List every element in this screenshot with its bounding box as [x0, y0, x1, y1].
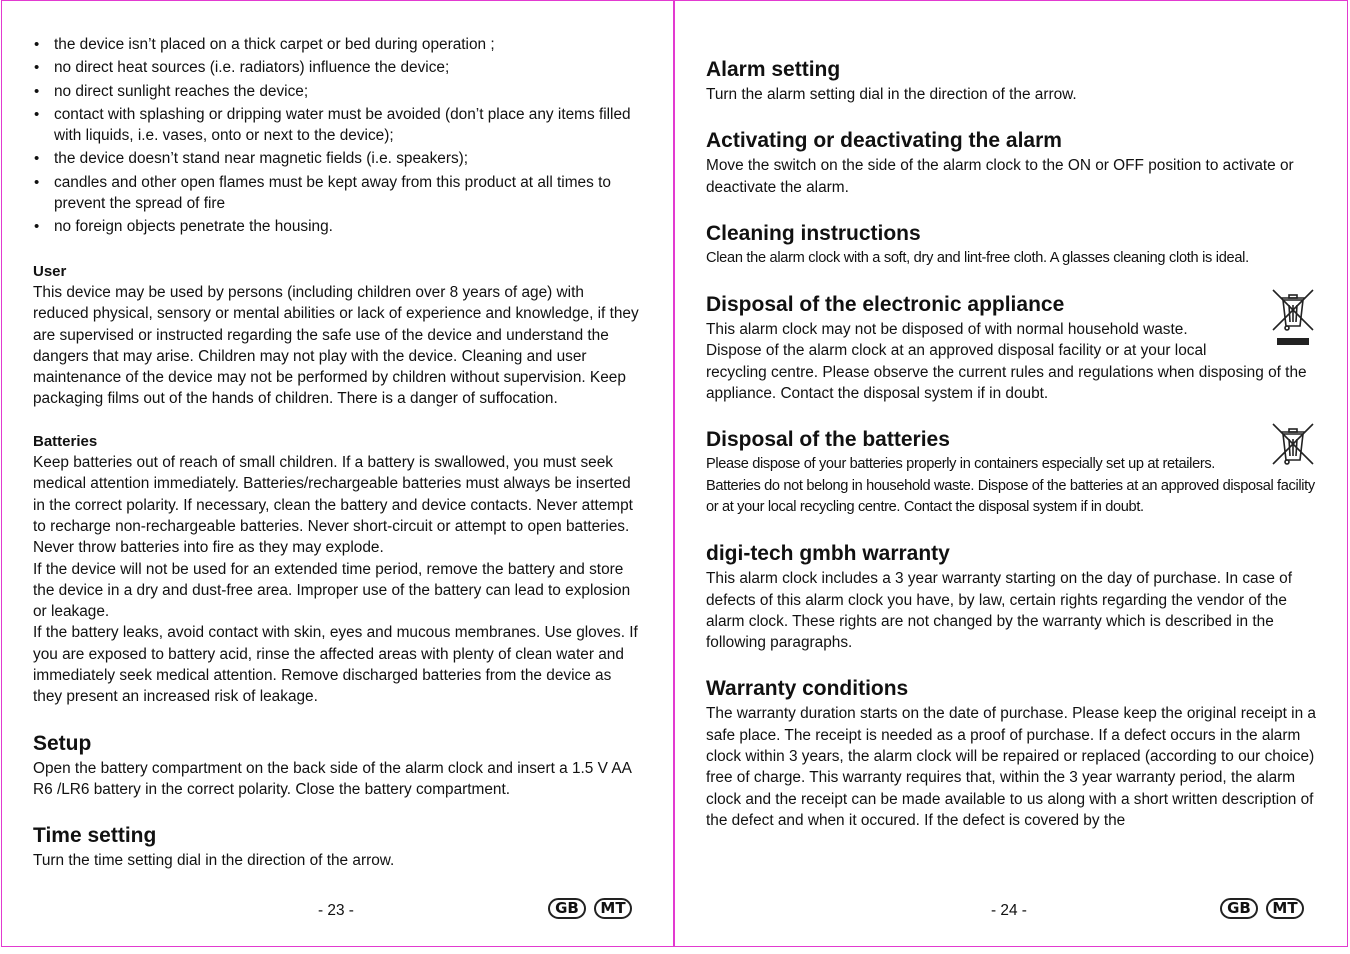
alarm-setting-paragraph: Turn the alarm setting dial in the direction of the arrow.	[706, 86, 1077, 103]
list-item: • the device isn’t placed on a thick carpet or bed during operation ;	[33, 34, 643, 55]
warranty-title: digi-tech gmbh warranty	[706, 542, 950, 566]
placement-bullet-list	[33, 34, 643, 238]
warranty-paragraph: This alarm clock includes a 3 year warranty starting on the day of purchase. In case of defects of this alarm clock you have, by law, certain rights regarding the vendor of the alarm clock. These rights are not changed by the warranty which is described in the following paragraphs.	[706, 570, 1292, 652]
list-item: • candles and other open flames must be kept away from this product at all times to prevent the spread of fire	[33, 172, 643, 215]
crossed-out-battery-bin-icon	[1271, 422, 1315, 466]
warranty-conditions-title: Warranty conditions	[706, 677, 909, 701]
disposal-appliance-line-2: Dispose of the alarm clock at an approved disposal facility or at your local recycling centre. Please observe the current rules and regulations when disposing of the appliance. Contact the disposal system if in doubt.	[706, 342, 1307, 403]
time-setting-title: Time setting	[33, 824, 157, 848]
disposal-appliance-section	[706, 291, 1317, 404]
time-setting-paragraph: Turn the time setting dial in the direction of the arrow.	[33, 852, 395, 870]
batteries-paragraph-3: If the battery leaks, avoid contact with skin, eyes and mucous membranes. Use gloves. If you are exposed to battery acid, rinse the affected areas with plenty of clean water and immediately seek medical attention. Remove discharged batteries from the device as they present an increased risk of leakage.	[33, 624, 638, 706]
activate-alarm-paragraph: Move the switch on the side of the alarm clock to the ON or OFF position to activate or deactivate the alarm.	[706, 157, 1294, 196]
list-item: • the device doesn’t stand near magnetic fields (i.e. speakers);	[33, 148, 643, 169]
list-item: • no direct heat sources (i.e. radiators) influence the device;	[33, 57, 643, 78]
user-heading: User	[33, 262, 67, 280]
disposal-batteries-title: Disposal of the batteries	[706, 428, 950, 452]
list-item: • no direct sunlight reaches the device;	[33, 81, 643, 102]
page-number: - 24 -	[991, 902, 1027, 919]
disposal-batteries-line-2: Batteries do not belong in household waste. Dispose of the batteries at an approved disposal facility or at your local recycling centre. Contact the disposal system if in doubt.	[706, 477, 1315, 515]
language-badges	[1220, 898, 1304, 919]
batteries-paragraph-1: Keep batteries out of reach of small children. If a battery is swallowed, you must seek medical attention immediately. Batteries/rechargeable batteries must always be inserted in the correct polarity. If necessary, clean the battery and device contacts. Never attempt to recharge non-rechargeable batteries. Never short-circuit or attempt to open batteries. Never throw batteries into fire as they may explode.	[33, 454, 633, 557]
language-badges	[548, 898, 632, 919]
page-24-content	[675, 1, 1347, 831]
disposal-batteries-line-1: Please dispose of your batteries properly in containers especially set up at retailers.	[706, 456, 1215, 473]
setup-title: Setup	[33, 731, 92, 755]
language-badge-gb: GB	[1220, 898, 1258, 919]
list-item: • no foreign objects penetrate the housing.	[33, 216, 643, 237]
setup-paragraph: Open the battery compartment on the back side of the alarm clock and insert a 1.5 V AA R6 /LR6 battery in the correct polarity. Close the battery compartment.	[33, 759, 632, 798]
cleaning-title: Cleaning instructions	[706, 221, 921, 245]
activate-alarm-title: Activating or deactivating the alarm	[706, 129, 1062, 153]
list-item: • contact with splashing or dripping water must be avoided (don’t place any items filled with liquids, i.e. vases, onto or next to the device);	[33, 104, 643, 147]
crossed-out-wheelie-bin-icon	[1271, 288, 1315, 350]
cleaning-paragraph: Clean the alarm clock with a soft, dry and lint-free cloth. A glasses cleaning cloth is ideal.	[706, 249, 1249, 266]
disposal-appliance-title: Disposal of the electronic appliance	[706, 293, 1065, 317]
disposal-batteries-section	[706, 426, 1317, 518]
batteries-heading: Batteries	[33, 432, 98, 450]
language-badge-mt: MT	[1266, 898, 1304, 919]
warranty-conditions-paragraph: The warranty duration starts on the date of purchase. Please keep the original receipt in a safe place. The receipt is needed as a proof of purchase. If a defect occurs in the alarm clock within 3 years, the alarm clock will be repaired or replaced (according to our choice) free of charge. This warranty requires that, within the 3 year warranty period, the alarm clock and the receipt can be made available to us along with a short written description of the defect and when it occured. If the defect is covered by the	[706, 705, 1316, 829]
disposal-appliance-line-1: This alarm clock may not be disposed of with normal household waste.	[706, 321, 1188, 339]
disposal-appliance-paragraph	[706, 340, 1317, 404]
page-23-content	[2, 1, 673, 872]
manual-page-left	[1, 0, 674, 947]
language-badge-mt: MT	[594, 898, 632, 919]
page-number: - 23 -	[318, 902, 354, 919]
alarm-setting-title: Alarm setting	[706, 58, 841, 81]
batteries-paragraph-2: If the device will not be used for an extended time period, remove the battery and store the device in a dry and dust-free area. Improper use of the battery can lead to explosion or leakage.	[33, 560, 631, 621]
manual-page-right	[674, 0, 1348, 947]
language-badge-gb: GB	[548, 898, 586, 919]
user-paragraph: This device may be used by persons (including children over 8 years of age) with reduced physical, sensory or mental abilities or lack of experience and knowledge, if they are supervised or instructed regarding the safe use of the device and understand the dangers that may arise. Children may not play with the device. Cleaning and user maintenance of the device may not be performed by children without supervision. Keep packaging films out of the hands of children. There is a danger of suffocation.	[33, 283, 639, 408]
